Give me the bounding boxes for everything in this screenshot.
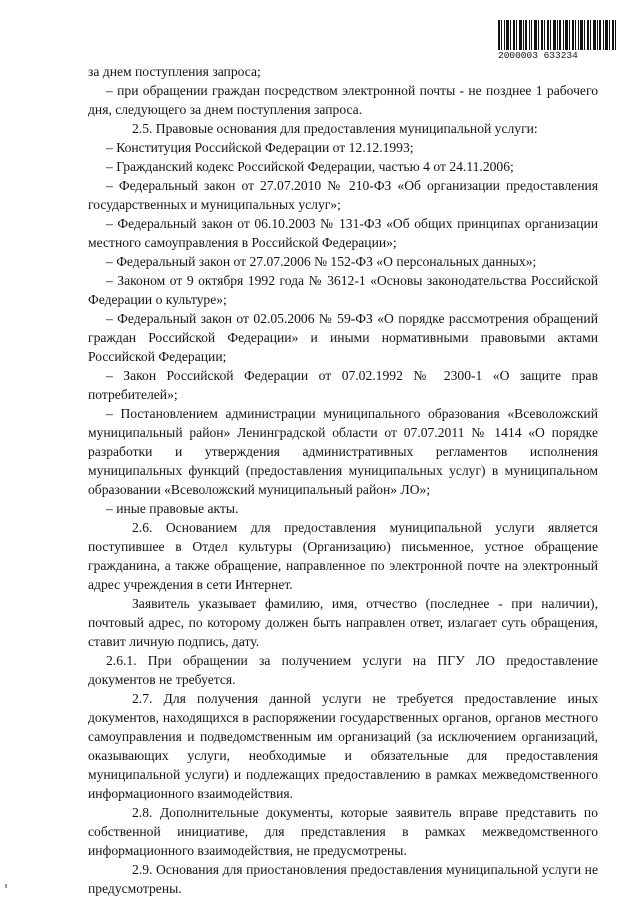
section-2-6: 2.6. Основанием для предоставления муниципальной услуги является поступившее в Отдел культуры (Организацию) письменное, устное обращение гражданина, а также обращение, направленное по электронной почте на электронный адрес учреждения в сети Интернет. — [88, 520, 598, 592]
section-2-6-applicant: Заявитель указывает фамилию, имя, отчество (последнее - при наличии), почтовый адрес, по которому должен быть направлен ответ, излагает суть обращения, ставит личную подпись, дату. — [88, 596, 598, 649]
list-item-law-3612: – Законом от 9 октября 1992 года № 3612-1 «Основы законодательства Российской Федерации о культуре»; — [88, 273, 598, 307]
list-item-law-210: – Федеральный закон от 27.07.2010 № 210-ФЗ «Об организации предоставления государственных и муниципальных услуг»; — [88, 178, 598, 212]
list-item-law-59: – Федеральный закон от 02.05.2006 № 59-ФЗ «О порядке рассмотрения обращений граждан Российской Федерации» и иными нормативными правовыми актами Российской Федерации; — [88, 311, 598, 364]
section-2-6-1: 2.6.1. При обращении за получением услуги на ПГУ ЛО предоставление документов не требуется. — [88, 653, 598, 687]
barcode-number: 2000003 633234 — [498, 50, 578, 61]
section-2-7: 2.7. Для получения данной услуги не требуется предоставление иных документов, находящихся в распоряжении государственных органов, органов местного самоуправления и подведомственным им организаций (за исключением организаций, оказывающих услуги, необходимые и обязательные для предоставления муниципальной услуги) и подлежащих предоставлению в рамках межведомственного информационного взаимодействия. — [88, 691, 598, 801]
list-item-email-deadline: – при обращении граждан посредством электронной почты - не позднее 1 рабочего дня, следующего за днем поступления запроса. — [88, 83, 598, 117]
list-item-law-152: – Федеральный закон от 27.07.2006 № 152-ФЗ «О персональных данных»; — [106, 254, 537, 269]
list-item-constitution: – Конституция Российской Федерации от 12.12.1993; — [106, 140, 414, 155]
barcode-bars — [498, 20, 616, 50]
list-item-civil-code: – Гражданский кодекс Российской Федерации, частью 4 от 24.11.2006; — [106, 159, 514, 174]
list-item-law-131: – Федеральный закон от 06.10.2003 № 131-ФЗ «Об общих принципах организации местного самоуправления в Российской Федерации»; — [88, 216, 598, 250]
list-item-other-acts: – иные правовые акты. — [106, 501, 239, 516]
section-2-5-heading: 2.5. Правовые основания для предоставления муниципальной услуги: — [132, 121, 538, 136]
list-item-resolution-1414: – Постановлением администрации муниципального образования «Всеволожский муниципальный район» Ленинградской области от 07.07.2011 № 1414 «О порядке разработки и утверждения административных регламентов исполнения муниципальных функций (предоставления муниципальных услуг) в муниципальном образовании «Всеволожский муниципальный район» ЛО»; — [88, 406, 598, 497]
barcode — [498, 20, 620, 64]
list-item-law-2300: – Закон Российской Федерации от 07.02.1992 № 2300-1 «О защите прав потребителей»; — [88, 368, 598, 402]
section-2-9: 2.9. Основания для приостановления предоставления муниципальной услуги не предусмотрены. — [88, 862, 598, 896]
scan-mark — [5, 884, 7, 888]
section-2-8: 2.8. Дополнительные документы, которые заявитель вправе представить по собственной инициативе, для представления в рамках межведомственного информационного взаимодействия, не предусмотрены. — [88, 805, 598, 858]
paragraph-continuation: за днем поступления запроса; — [88, 64, 261, 79]
document-body — [88, 62, 598, 898]
